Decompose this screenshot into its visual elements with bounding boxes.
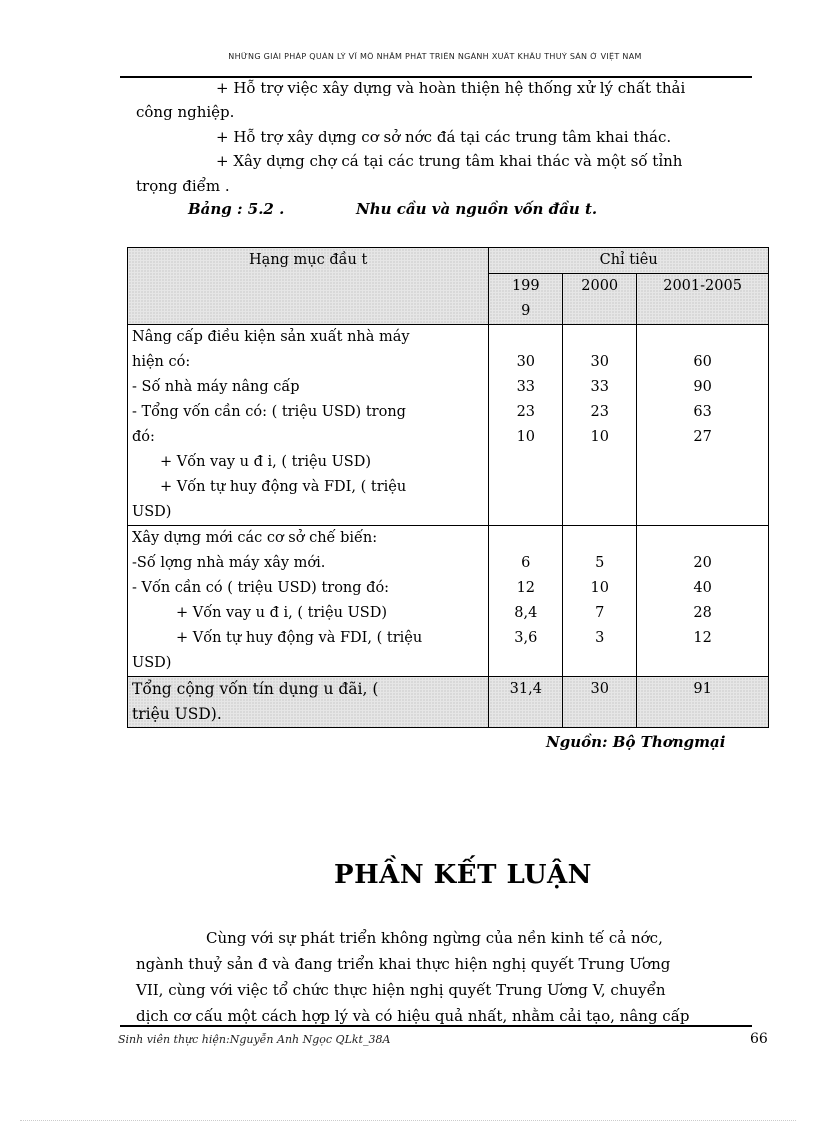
footer-rule	[120, 1025, 752, 1027]
table-row-total	[128, 677, 769, 728]
table-caption-label: Bảng : 5.2 .	[188, 200, 285, 218]
table-row	[128, 325, 769, 526]
section1-2001-2005: 60 90 63 27	[637, 325, 769, 526]
section1-1999: 30 33 23 10	[489, 325, 563, 526]
conclusion-line-2: ngành thuỷ sản đ và đang triển khai thực hiện nghị quyết Trung Ương	[136, 955, 671, 973]
intro-line-5: trọng điểm .	[136, 177, 230, 195]
intro-line-2: công nghiệp.	[136, 103, 235, 121]
conclusion-line-4: dịch cơ cấu một cách hợp lý và có hiệu quả nhất, nhằm cải tạo, nâng cấp	[136, 1007, 690, 1025]
header-year-1999: 199 9	[489, 274, 563, 325]
table-caption-title: Nhu cầu và nguồn vốn đầu t.	[356, 200, 598, 218]
total-2001-2005: 91	[637, 677, 769, 728]
table-source: Nguồn: Bộ Thơngmại	[546, 733, 726, 751]
footer-student: Sinh viên thực hiện:Nguyễn Anh Ngọc QLkt_38A	[118, 1033, 391, 1046]
total-1999: 31,4	[489, 677, 563, 728]
intro-line-1: + Hỗ trợ việc xây dựng và hoàn thiện hệ thống xử lý chất thải	[216, 79, 686, 97]
running-header: NHỮNG GIẢI PHÁP QUẢN LÝ VĨ MÔ NHẰM PHÁT TRIỂN NGÀNH XUẤT KHẨU THUỶ SẢN Ở VIỆT NAM	[228, 52, 642, 61]
table-caption	[188, 200, 598, 218]
conclusion-paragraph	[136, 925, 744, 1029]
section2-2000: 5 10 7 3	[563, 526, 637, 677]
header-category: Hạng mục đầu t	[128, 248, 489, 325]
intro-line-3: + Hỗ trợ xây dựng cơ sở nớc đá tại các trung tâm khai thác.	[216, 128, 672, 146]
page-number: 66	[750, 1031, 768, 1047]
total-2000: 30	[563, 677, 637, 728]
section1-2000: 30 33 23 10	[563, 325, 637, 526]
section1-label: Nâng cấp điều kiện sản xuất nhà máy hiện có: - Số nhà máy nâng cấp - Tổng vốn cần có: ( triệu USD) trong đó: + Vốn vay u đ i, ( triệu USD) + Vốn tự huy động và FDI, ( triệu USD)	[128, 325, 489, 526]
header-group: Chỉ tiêu	[489, 248, 769, 274]
conclusion-line-1: Cùng với sự phát triển không ngừng của nền kinh tế cả nớc,	[206, 929, 663, 947]
investment-table	[127, 247, 769, 728]
page-edge-divider	[20, 1120, 796, 1121]
total-label: Tổng cộng vốn tín dụng u đãi, ( triệu USD).	[128, 677, 489, 728]
header-year-2001-2005: 2001-2005	[637, 274, 769, 325]
header-year-2000: 2000	[563, 274, 637, 325]
section2-2001-2005: 20 40 28 12	[637, 526, 769, 677]
table-row	[128, 526, 769, 677]
section-title: PHẦN KẾT LUẬN	[334, 860, 592, 890]
section2-label: Xây dựng mới các cơ sở chế biến: -Số lợng nhà máy xây mới. - Vốn cần có ( triệu USD) trong đó: + Vốn vay u đ i, ( triệu USD) + Vốn tự huy động và FDI, ( triệu USD)	[128, 526, 489, 677]
section2-1999: 6 12 8,4 3,6	[489, 526, 563, 677]
conclusion-line-3: VII, cùng với việc tổ chức thực hiện nghị quyết Trung Ương V, chuyển	[136, 981, 666, 999]
intro-line-4: + Xây dựng chợ cá tại các trung tâm khai thác và một số tỉnh	[216, 152, 683, 170]
